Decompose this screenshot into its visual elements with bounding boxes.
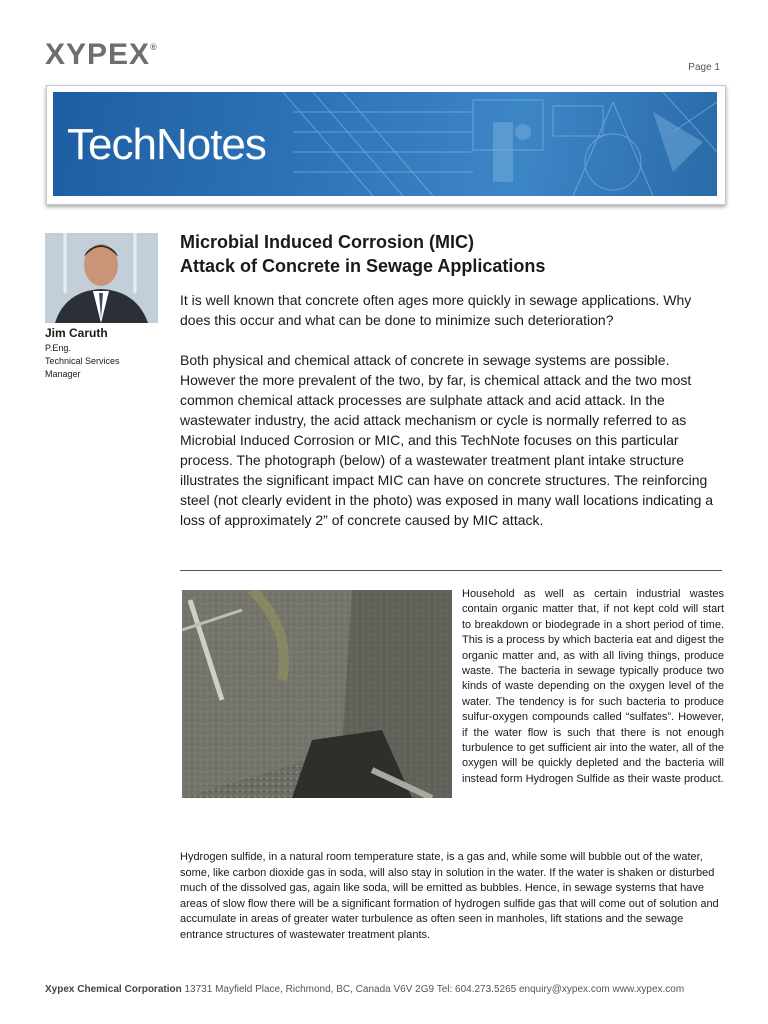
body-paragraph-1: Both physical and chemical attack of concrete in sewage systems are possible. However the more prevalent of the two, by far, is chemical attack and the two most common chemical attack processes are sulphate attack and acid attack. In the wastewater industry, the acid attack mechanism or cycle is normally referred to as Microbial Induced Corrosion or MIC, and this TechNote focuses on this particular process. The photograph (below) of a wastewater treatment plant intake structure illustrates the significant impact MIC can have on concrete structures. The reinforcing steel (not clearly evident in the photo) was exposed in many wall locations indicating a loss of approximately 2” of concrete caused by MIC attack. — [180, 352, 714, 528]
intro-paragraph: It is well known that concrete often ages more quickly in sewage applications. Why does this occur and what can be done to minimize such deterioration? — [180, 292, 692, 328]
logo-text: XYPEX — [45, 38, 151, 71]
title-line-1: Microbial Induced Corrosion (MIC) — [180, 232, 475, 252]
author-position: Technical Services Manager — [45, 356, 120, 379]
footer-email[interactable]: enquiry@xypex.com — [518, 984, 610, 995]
side-paragraph: Household as well as certain industrial wastes contain organic matter that, if not kept cold will start to breakdown or biodegrade in a short period of time. This is a process by which bacteria eat and digest the organic matter and, as with all living things, produce waste. The bacteria in sewage typically produce two kinds of waste depending on the oxygen level of the water. The tendency is for such bacteria to produce sulfur-oxygen compounds called “sulfates”. However, if the water flow is such that there is not enough turbulence to get sufficient air into the water, all of the oxygen will be quickly depleted and the bacteria will instead form Hydrogen Sulfide as their waste product. — [462, 588, 724, 785]
registered-mark: ® — [150, 42, 158, 52]
footer-phone: Tel: 604.273.5265 — [436, 984, 517, 995]
banner-background — [53, 92, 717, 196]
sewage-structure-photo — [182, 590, 452, 798]
page-number: Page 1 — [688, 62, 720, 73]
section-divider — [180, 570, 722, 571]
footer-company: Xypex Chemical Corporation — [45, 984, 182, 995]
article-title — [180, 230, 740, 278]
footer-website[interactable]: www.xypex.com — [612, 984, 685, 995]
author-credentials: P.Eng. — [45, 343, 71, 353]
corroded-concrete-image — [182, 590, 452, 798]
author-role-block — [45, 342, 155, 381]
body-paragraph-2: Hydrogen sulfide, in a natural room temperature state, is a gas and, while some will bubble out of the water, some, like carbon dioxide gas in soda, will also stay in solution in the water. If the water is shaken or disturbed much of the dissolved gas, again like soda, will be emitted as bubbles. Hence, in sewage systems that have areas of slow flow there will be a significant formation of hydrogen sulfide gas that will come out of solution and accumulate in areas of greater water turbulence as often seen in manholes, lift stations and the sewage entrance structures of wastewater treatment plants. — [180, 851, 719, 941]
banner-title: TechNotes — [67, 120, 266, 169]
title-line-2: Attack of Concrete in Sewage Applications — [180, 256, 546, 276]
footer-address: 13731 Mayfield Place, Richmond, BC, Canada V6V 2G9 — [184, 984, 435, 995]
technotes-banner — [46, 85, 726, 205]
author-name: Jim Caruth — [45, 326, 108, 340]
author-photo — [45, 233, 158, 323]
author-portrait-image — [45, 233, 158, 323]
page-footer — [45, 984, 725, 995]
xypex-logo — [45, 38, 158, 72]
